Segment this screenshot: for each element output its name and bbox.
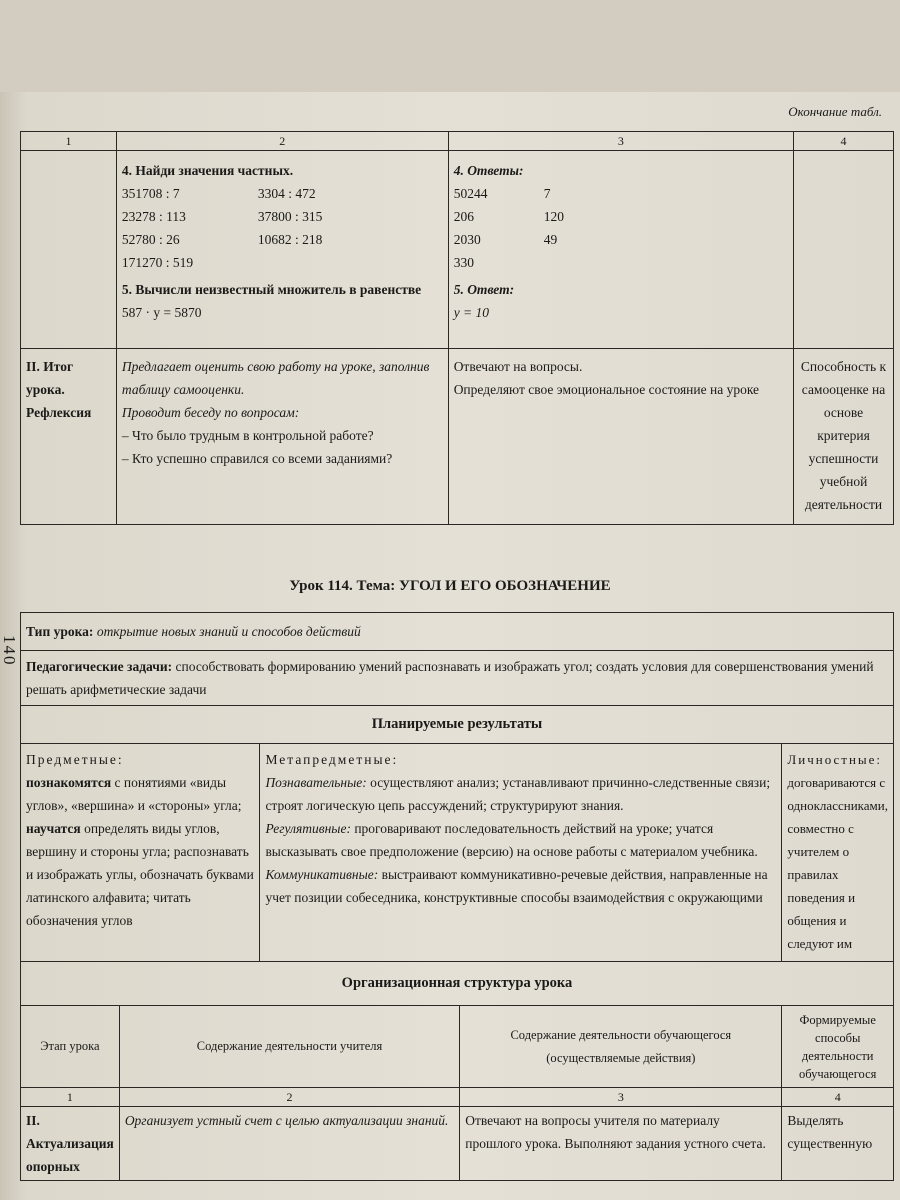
personal-header: Личностные:: [787, 752, 883, 767]
pedagogical-tasks-row: [21, 651, 894, 706]
task5-equation: 587 · y = 5870: [121, 305, 202, 320]
meta-regulatory-label: Регулятивные:: [265, 821, 351, 836]
expression: 23278 : 113: [121, 209, 186, 224]
lesson-type-label: Тип урока:: [26, 624, 94, 639]
answers4-values: [454, 182, 788, 274]
answer: 50244: [453, 186, 488, 201]
planned-results-row: [21, 744, 894, 962]
pedagogical-tasks-value: способствовать формированию умений распознавать и изображать угол; создать условия для совершенствования умений решать арифметические задачи: [26, 659, 874, 697]
subject-plain-2: определять виды углов, вершину и стороны угла; распознавать и изображать углы, обозначать буквами латинского алфавита; читать обозначения углов: [26, 821, 254, 928]
header-students: Содержание деятельности обучающегося (осуществляемые действия): [460, 1006, 782, 1088]
org-structure-title-row: [21, 962, 894, 1006]
row-teacher: Организует устный счет с целью актуализации знаний.: [119, 1107, 459, 1181]
meta-communicative-text: выстраивают коммуникативно-речевые действия, направленные на учет позиции собеседника, конструктивные способы взаимодействия с окружающими: [265, 867, 768, 905]
students-reflection-1: Отвечают на вопросы.: [453, 359, 583, 374]
stage-reflection: II. Итог урока. Рефлексия: [21, 349, 117, 525]
subject-results-cell: [21, 744, 260, 962]
subject-plain-1: с понятиями «виды углов», «вершина» и «стороны» угла;: [26, 775, 242, 813]
col-number: 3: [448, 132, 793, 151]
answers4-title: 4. Ответы:: [453, 163, 524, 178]
meta-results-cell: [260, 744, 782, 962]
teacher-reflection-cell: [116, 349, 448, 525]
meta-cognitive-label: Познавательные:: [265, 775, 367, 790]
pedagogical-tasks-cell: [21, 651, 894, 706]
meta-communicative-label: Коммуникативные:: [265, 867, 379, 882]
students-reflection-cell: [448, 349, 793, 525]
expression: 10682 : 218: [257, 232, 323, 247]
row-competence: Выделять существенную: [782, 1107, 894, 1181]
task5-title: 5. Вычисли неизвестный множитель в равенстве: [121, 282, 422, 297]
expression: 37800 : 315: [257, 209, 323, 224]
col-number: 2: [116, 132, 448, 151]
answer: 206: [453, 209, 474, 224]
org-row-actualization: [21, 1107, 894, 1181]
header-competence: Формируемые способы деятельности обучающегося: [782, 1006, 894, 1088]
meta-regulatory-text: проговаривают последовательность действий на уроке; учатся высказывать свое предположение (версию) на основе работы с материалом учебника.: [265, 821, 758, 859]
expression: 171270 : 519: [121, 255, 194, 270]
col-number: 2: [119, 1088, 459, 1107]
col-number: 1: [21, 132, 117, 151]
meta-communicative: [265, 863, 776, 909]
pedagogical-tasks-label: Педагогические задачи:: [26, 659, 173, 674]
planned-results-title: Планируемые результаты: [21, 706, 894, 744]
teacher-questions-lead: Проводит беседу по вопросам:: [121, 405, 300, 420]
subject-text-1: [26, 771, 254, 817]
answer: 330: [453, 255, 474, 270]
lesson-type-row: [21, 613, 894, 651]
tasks-row: [21, 151, 894, 349]
subject-bold-2: научатся: [26, 821, 81, 836]
row-students: Отвечают на вопросы учителя по материалу прошлого урока. Выполняют задания устного счета.: [460, 1107, 782, 1181]
answers-cell: [448, 151, 793, 349]
meta-header: Метапредметные:: [265, 752, 399, 767]
planned-results-title-row: [21, 706, 894, 744]
personal-results-cell: [782, 744, 894, 962]
stage-cell-empty: [21, 151, 117, 349]
lesson-type-cell: [21, 613, 894, 651]
expression: 52780 : 26: [121, 232, 180, 247]
answer: 7: [543, 186, 551, 201]
teacher-reflection-lead: Предлагает оценить свою работу на уроке, заполнив таблицу самооценки.: [121, 359, 430, 397]
subject-bold-1: познакомятся: [26, 775, 112, 790]
top-table: [20, 131, 894, 525]
row-stage: II. Актуализация опорных: [21, 1107, 120, 1181]
competence-cell-empty: [794, 151, 894, 349]
header-teacher: Содержание деятельности учителя: [119, 1006, 459, 1088]
expression: 351708 : 7: [121, 186, 180, 201]
previous-page-bleed: [0, 0, 900, 92]
answer5-title: 5. Ответ:: [453, 282, 515, 297]
question: – Что было трудным в контрольной работе?: [121, 428, 374, 443]
meta-cognitive: [265, 771, 776, 817]
task4-title: 4. Найди значения частных.: [121, 163, 294, 178]
page-number: 140: [0, 635, 19, 667]
expression: 3304 : 472: [257, 186, 316, 201]
answer5-value: y = 10: [453, 305, 490, 320]
col-number: 4: [794, 132, 894, 151]
meta-cognitive-text: осуществляют анализ; устанавливают причинно-следственные связи; строят логическую цепь рассуждений; структурируют знания.: [265, 775, 771, 813]
lesson-type-value: открытие новых знаний и способов действий: [96, 624, 361, 639]
col-number: 4: [782, 1088, 894, 1107]
lesson-title: Урок 114. Тема: УГОЛ И ЕГО ОБОЗНАЧЕНИЕ: [289, 578, 611, 594]
task-cell: [116, 151, 448, 349]
answer: 120: [543, 209, 564, 224]
subject-text-2: [26, 817, 254, 932]
personal-text: договариваются с одноклассниками, совместно с учителем о правилах поведения и общения и следуют им: [787, 775, 888, 951]
answer: [544, 251, 604, 274]
lesson-table: [20, 612, 894, 1181]
column-number-row: [21, 132, 894, 151]
subject-header: Предметные:: [26, 752, 124, 767]
col-number: 1: [21, 1088, 120, 1107]
meta-regulatory: [265, 817, 776, 863]
competence-reflection: Способность к самооценке на основе критерия успешности учебной деятельности: [794, 349, 894, 525]
org-column-number-row: [21, 1088, 894, 1107]
org-structure-title: Организационная структура урока: [21, 962, 894, 1006]
col-number: 3: [460, 1088, 782, 1107]
table-continuation-label: Окончание табл.: [788, 104, 882, 119]
answer: 2030: [453, 232, 481, 247]
org-header-row: [21, 1006, 894, 1088]
expression: [258, 251, 378, 274]
question: – Кто успешно справился со всеми заданиями?: [121, 451, 393, 466]
header-stage: Этап урока: [21, 1006, 120, 1088]
reflection-row: [21, 349, 894, 525]
students-reflection-2: Определяют свое эмоциональное состояние на уроке: [453, 382, 760, 397]
task4-expressions: [122, 182, 443, 274]
answer: 49: [543, 232, 558, 247]
